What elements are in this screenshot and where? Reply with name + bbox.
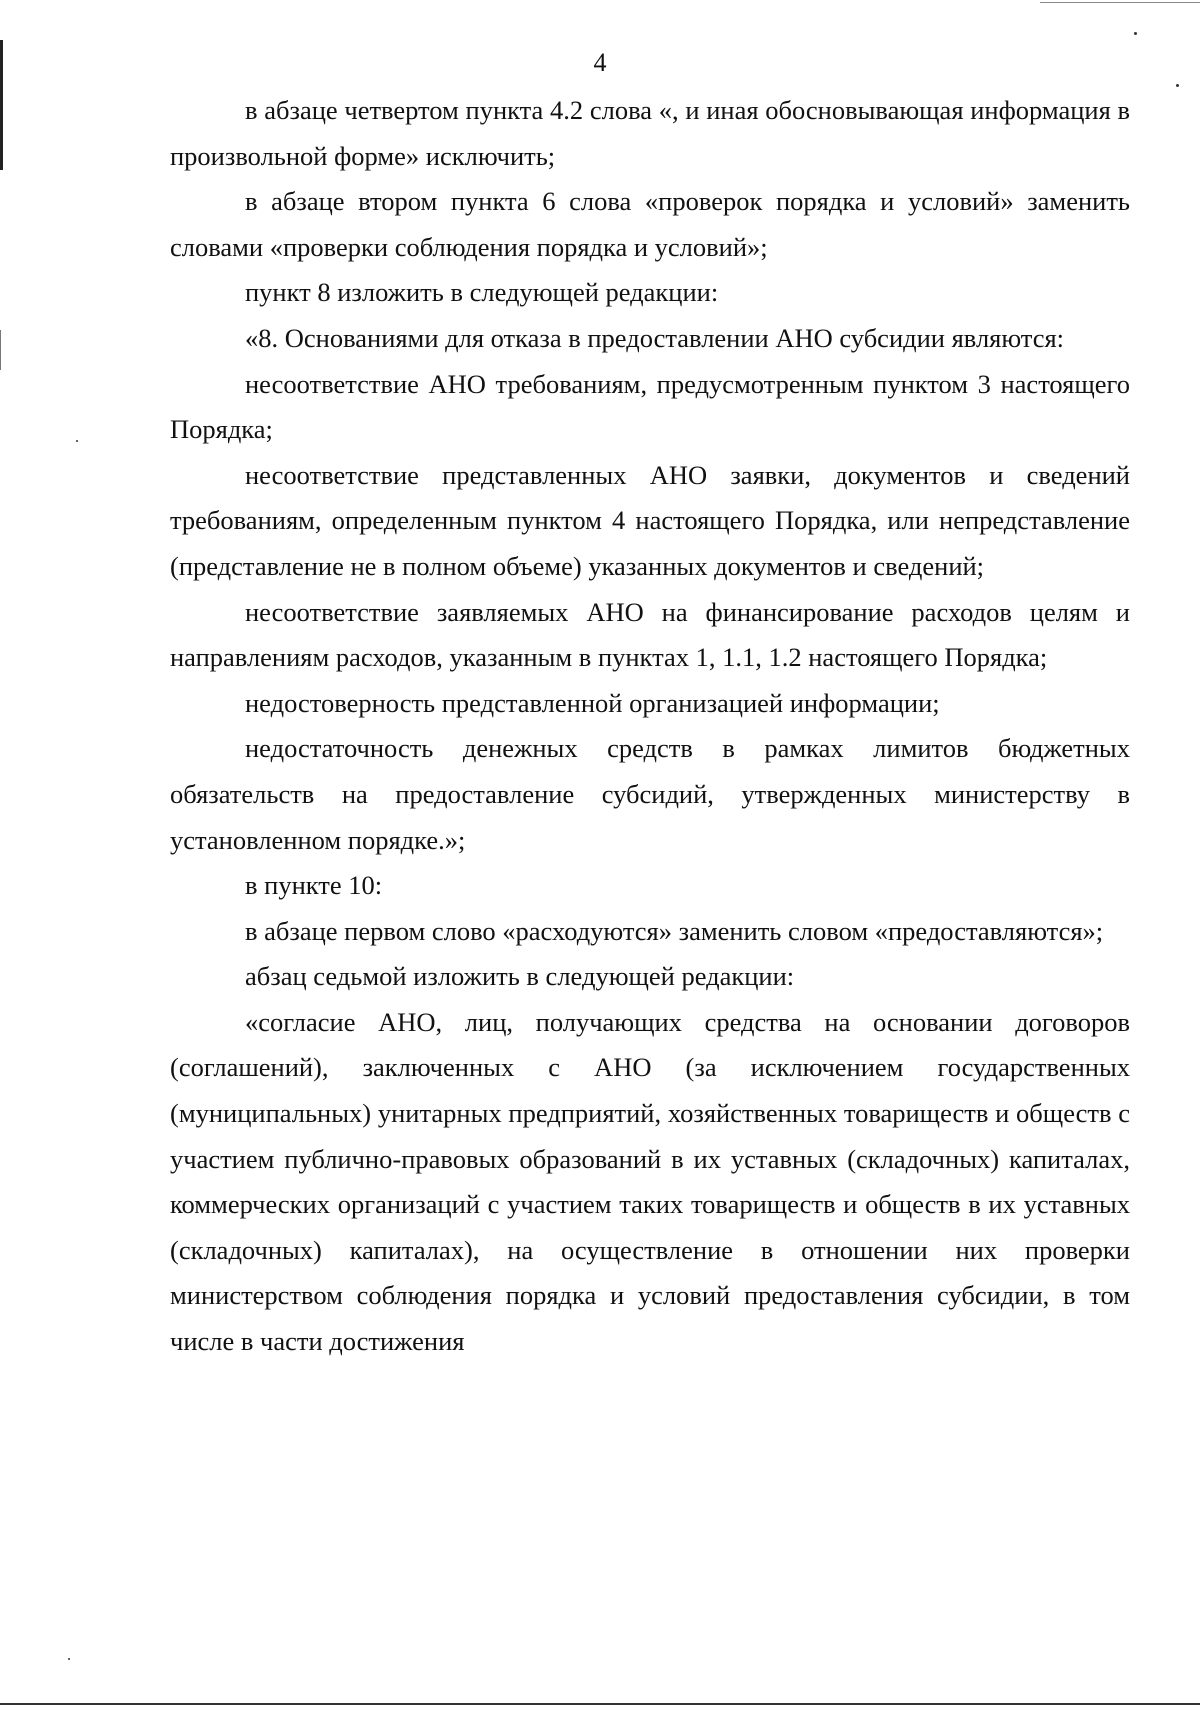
paragraph: несоответствие заявляемых АНО на финансирование расходов целям и направлениям расходов, указанным в пунктах 1, 1.1, 1.2 настоящего Порядка; xyxy=(170,596,1130,673)
scan-edge-left-mark xyxy=(0,330,1,370)
scan-edge-bottom xyxy=(0,1703,1200,1705)
paragraph: недостоверность представленной организацией информации; xyxy=(245,687,940,718)
scan-edge-top xyxy=(1040,2,1200,3)
page-number: 4 xyxy=(593,48,607,77)
paragraph: несоответствие представленных АНО заявки, документов и сведений требованиям, определенным пунктом 4 настоящего Порядка, или непредставление (представление не в полном объеме) указанных документов и сведений; xyxy=(170,459,1130,581)
scan-speck xyxy=(1134,32,1137,35)
paragraph: в абзаце втором пункта 6 слова «проверок порядка и условий» заменить словами «проверки соблюдения порядка и условий»; xyxy=(170,186,1130,262)
paragraph: «8. Основаниями для отказа в предоставлении АНО субсидии являются: xyxy=(245,322,1065,353)
paragraph: в абзаце первом слово «расходуются» заменить словом «предоставляются»; xyxy=(245,915,1104,946)
scan-speck xyxy=(76,440,78,442)
paragraph: несоответствие АНО требованиям, предусмотренным пунктом 3 настоящего Порядка; xyxy=(170,368,1130,445)
paragraph: в пункте 10: xyxy=(245,870,383,901)
paragraph: пункт 8 изложить в следующей редакции: xyxy=(245,277,719,308)
paragraph: недостаточность денежных средств в рамках лимитов бюджетных обязательств на предоставление субсидий, утвержденных министерству в установленном порядке.»; xyxy=(170,733,1130,855)
scan-speck xyxy=(1176,84,1179,87)
scan-speck xyxy=(68,1658,70,1660)
paragraph: «согласие АНО, лиц, получающих средства на основании договоров (соглашений), заключенных с АНО (за исключением государственных (муниципальных) унитарных предприятий, хозяйственных товариществ и обществ с участием публично-правовых образований в их уставных (складочных) капиталах, коммерческих организаций с участием таких товариществ и обществ в их уставных (складочных) капиталах), на осуществление в отношении них проверки министерством соблюдения порядка и условий предоставления субсидии, в том числе в части достижения xyxy=(170,1006,1130,1357)
document-body xyxy=(170,88,1130,1365)
paragraph: абзац седьмой изложить в следующей редакции: xyxy=(245,961,795,992)
paragraph: в абзаце четвертом пункта 4.2 слова «, и иная обосновывающая информация в произвольной форме» исключить; xyxy=(170,95,1130,171)
